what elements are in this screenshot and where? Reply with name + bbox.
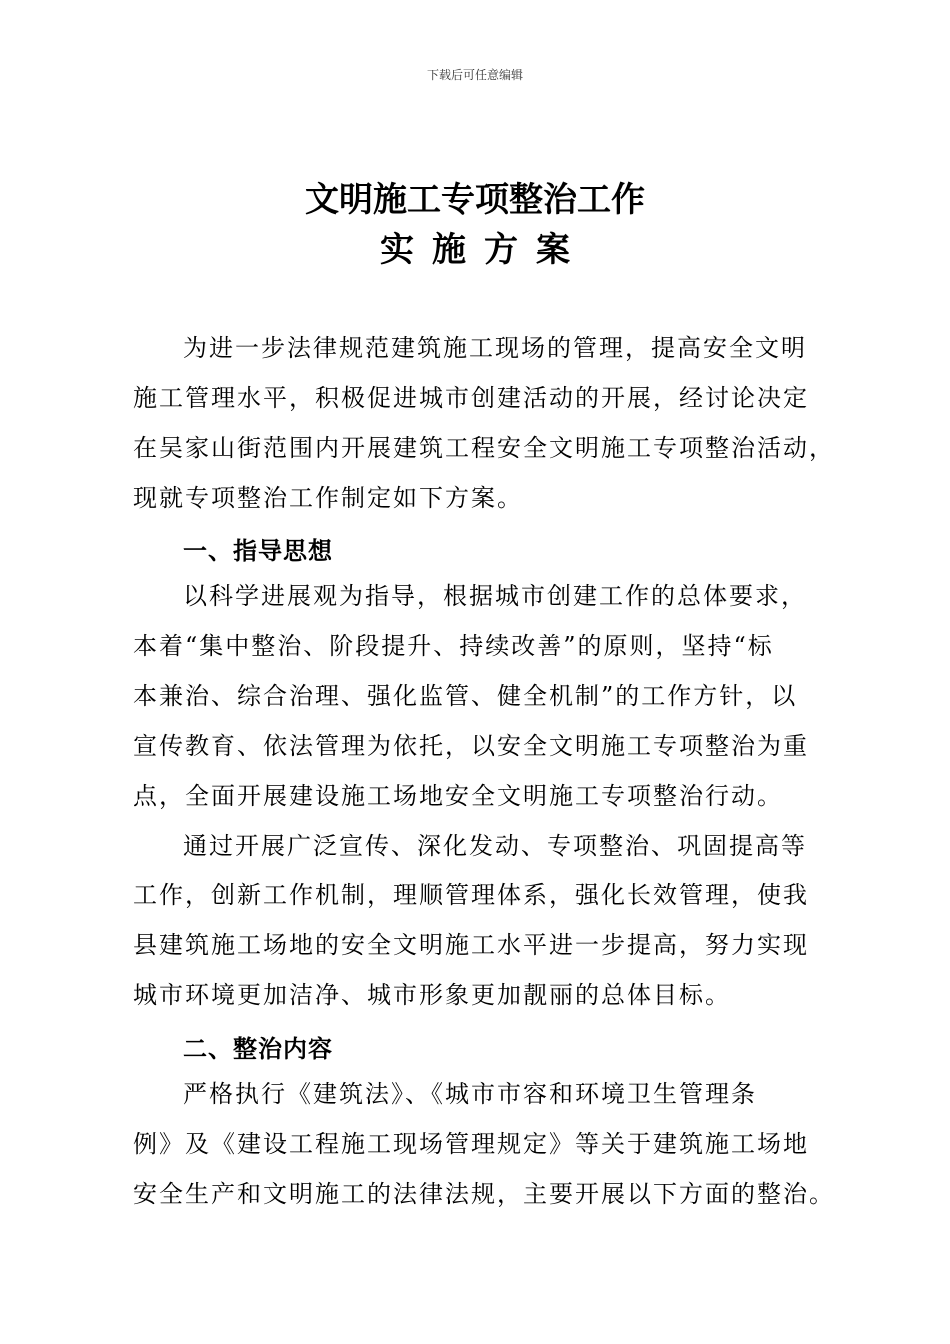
section-heading: 二、整治内容	[183, 1035, 333, 1063]
document-subtitle: 实施方案	[380, 230, 588, 270]
paragraph-line: 宣传教育、依法管理为依托，以安全文明施工专项整治为重	[133, 732, 809, 760]
paragraph-line: 工作，创新工作机制，理顺管理体系，强化长效管理，使我	[133, 881, 809, 909]
intro-line: 在吴家山街范围内开展建筑工程安全文明施工专项整治活动，	[133, 434, 835, 462]
intro-line: 施工管理水平，积极促进城市创建活动的开展，经讨论决定	[133, 384, 809, 412]
paragraph-line: 点，全面开展建设施工场地安全文明施工专项整治行动。	[133, 782, 783, 810]
paragraph-line: 安全生产和文明施工的法律法规，主要开展以下方面的整治。	[133, 1180, 835, 1208]
intro-line: 为进一步法律规范建筑施工现场的管理，提高安全文明	[183, 334, 807, 362]
document-title: 文明施工专项整治工作	[305, 180, 645, 220]
paragraph-line: 县建筑施工场地的安全文明施工水平进一步提高，努力实现	[133, 931, 809, 959]
section-heading: 一、指导思想	[183, 537, 333, 565]
page-header-note: 下载后可任意编辑	[426, 68, 523, 82]
intro-line: 现就专项整治工作制定如下方案。	[133, 484, 523, 512]
paragraph-line: 严格执行《建筑法》、《城市市容和环境卫生管理条	[183, 1080, 757, 1108]
paragraph-line: 本着“集中整治、阶段提升、持续改善”的原则，坚持“标	[133, 632, 774, 660]
paragraph-line: 以科学进展观为指导，根据城市创建工作的总体要求，	[183, 582, 807, 610]
paragraph-line: 城市环境更加洁净、城市形象更加靓丽的总体目标。	[133, 981, 731, 1009]
paragraph-line: 本兼治、综合治理、强化监管、健全机制”的工作方针，以	[133, 682, 798, 710]
paragraph-line: 例》及《建设工程施工现场管理规定》等关于建筑施工场地	[133, 1130, 809, 1158]
paragraph-line: 通过开展广泛宣传、深化发动、专项整治、巩固提高等	[183, 832, 807, 860]
